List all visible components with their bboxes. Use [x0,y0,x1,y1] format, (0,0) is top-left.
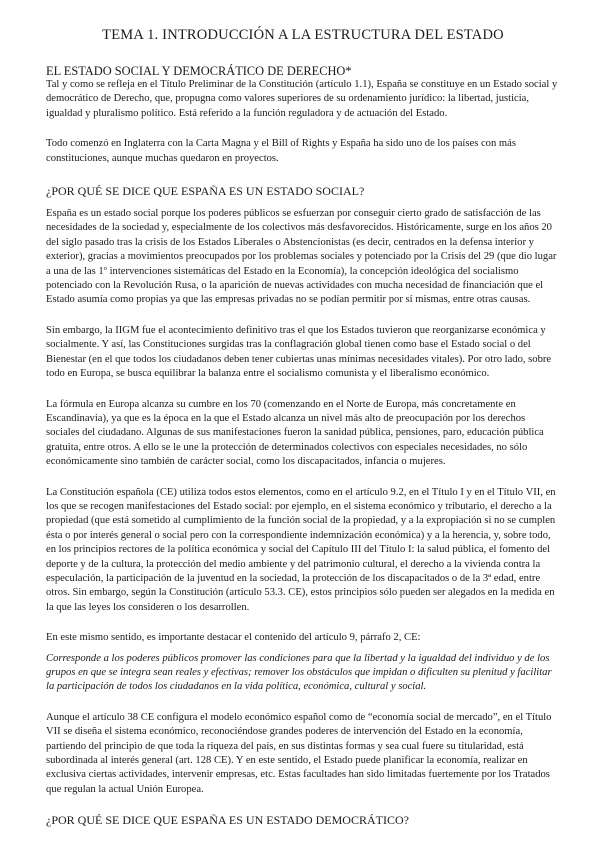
section-heading-estado-democratico: ¿POR QUÉ SE DICE QUE ESPAÑA ES UN ESTADO DEMOCRÁTICO? [46,813,409,828]
paragraph-constitucion-espanola: La Constitución española (CE) utiliza todos estos elementos, como en el artículo 9.2, en el Título I y en el Título VII, en los que se recogen manifestaciones del Estado social: por ejemplo, en el sistema económico y tributario, el derecho a la propiedad (que está sometido al cumplimiento de la función social de la propiedad, y a la expropiación si no se cumplen ésta o por interés general o social pero con la correspondiente indemnización económica) y a la herencia, y, sobre todo, en los principios rectores de la política económica y social del Capítulo III del Título I: la salud pública, el fomento del deporte y de la cultura, la protección del medio ambiente y del patrimonio cultural, el derecho a la vivienda contra la especulación, la participación de la juventud en la sociedad, la protección de los discapacitados o de la 3ª edad, entre otros. Sin embargo, según la Constitución (artículo 53.3. CE), estos principios sólo pueden ser alegados en la medida en la que las leyes los consideren o los desarrollen. [46,486,556,613]
quote-articulo-9-2: Corresponde a los poderes públicos promover las condiciones para que la libertad y la igualdad del individuo y de los grupos en que se integra sean reales y efectivas; remover los obstáculos que impidan o dificulten su plenitud y facilitar la participación de todos los ciudadanos en la vida política, económica, cultural y social. [46,652,552,693]
section-heading-estado-social: ¿POR QUÉ SE DICE QUE ESPAÑA ES UN ESTADO SOCIAL? [46,184,365,199]
paragraph-titulo-preliminar: Tal y como se refleja en el Título Preliminar de la Constitución (artículo 1.1), España se constituye en un Estado social y democrático de Derecho, que, propugna como valores superiores de su ordenamiento jurídico: la libertad, justicia, igualdad y pluralismo político. Está referido a la función reguladora y de actuación del Estado. [46,79,558,119]
document-title: TEMA 1. INTRODUCCIÓN A LA ESTRUCTURA DEL ESTADO [102,27,504,43]
paragraph-iigm: Sin embargo, la IIGM fue el acontecimiento definitivo tras el que los Estados tuvieron que reorganizarse económica y socialmente. Y así, las Constituciones surgidas tras la conflagración global tienen como base el Estado social o del Bienestar (en el que todos los ciudadanos deben tener cubiertas unas mínimas necesidades vitales). Por otro lado, sobre todo en Europa, se busca equilibrar la balanza entre el socialismo comunista y el liberalismo económico. [46,324,552,380]
paragraph-articulo-38: Aunque el artículo 38 CE configura el modelo económico español como de “economía social de mercado”, en el Título VII se diseña el sistema económico, reconociéndose grandes poderes de intervención del Estado en la economía, partiendo del principio de que toda la riqueza del país, en sus distintas formas y sea cual fuere su titularidad, está subordinada al interés general (art. 128 CE). Y en este sentido, el Estado puede planificar la economía, realizar en exclusiva ciertas actividades, intervenir empresas, etc. Estas facultades han sido limitadas fuertemente por los Tratados que regulan la actual Unión Europea. [46,711,552,795]
section-heading-estado-social-democratico: EL ESTADO SOCIAL Y DEMOCRÁTICO DE DERECHO* [46,64,352,78]
paragraph-articulo-9: En este mismo sentido, es importante destacar el contenido del artículo 9, párrafo 2, CE: [46,632,421,644]
paragraph-estado-social-origen: España es un estado social porque los poderes públicos se esfuerzan por conseguir cierto grado de satisfacción de las necesidades de la sociedad y, especialmente de los colectivos más desfavorecidos. Históricamente, surge en los años 20 del siglo pasado tras la crisis de los Estados Liberales o Abstencionistas (es decir, centrados en la defensa interior y exterior), gracias a movimientos preocupados por los problemas sociales y potenciado por la Crisis del 29 (que dio lugar a una de las 1º intervenciones sistemáticas del Estado en la Economía), la concepción ideológica del socialismo potenciado con la Revolución Rusa, o la aparición de nuevas actividades con mucha necesidad de financiación que el Estado asumía como propias ya que las empresas privadas no se podían permitir por sí mismas, entre otras causas. [46,208,557,306]
paragraph-carta-magna: Todo comenzó en Inglaterra con la Carta Magna y el Bill of Rights y España ha sido uno de los países con más constituciones, aunque muchas quedaron en proyectos. [46,138,516,164]
paragraph-europa-70: La fórmula en Europa alcanza su cumbre en los 70 (comenzando en el Norte de Europa, más concretamente en Escandinavia), ya que es la época en la que el Estado alcanza un nivel más alto de preocupación por los derechos sociales del ciudadano. Algunas de sus manifestaciones fueron la sanidad pública, pensiones, paro, educación pública gratuita, entre otros. A ello se le une la protección de determinados colectivos con especiales necesidades, no sólo económicamente sino también de carácter social, como los discapacitados, infancia o mujeres. [46,398,544,468]
